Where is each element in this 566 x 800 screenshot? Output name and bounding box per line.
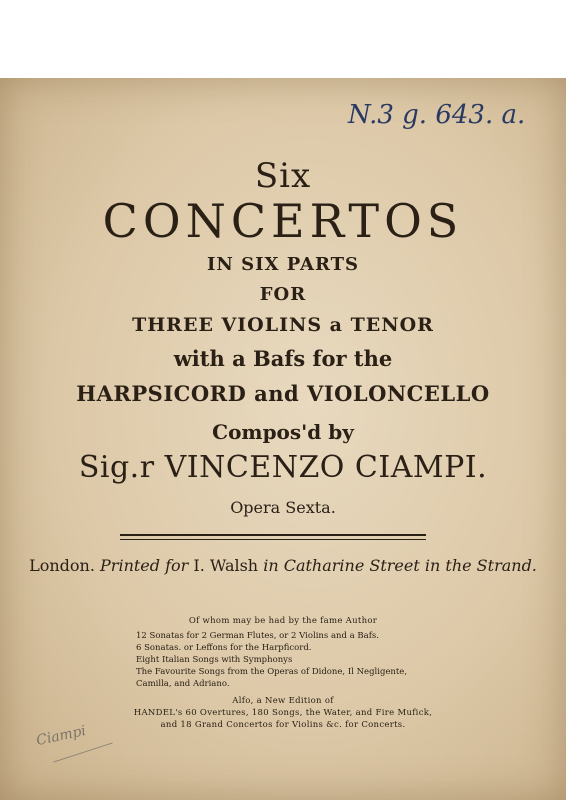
- title-three-violins: THREE VIOLINS a TENOR: [132, 314, 434, 336]
- pencil-annotation: Ciampi: [34, 722, 88, 750]
- catalogue-work: The Favourite Songs from the Operas of Didone, Il Negligente,: [136, 667, 408, 677]
- divider-rule-thin: [120, 539, 426, 540]
- catalogue-also: Alfo, a New Edition of: [232, 696, 334, 706]
- imprint-printer: I. Walsh: [193, 556, 259, 575]
- title-with-bass: with a Bafs for the: [173, 346, 393, 371]
- catalogue-work: 6 Sonatas. or Leffons for the Harpficord.: [136, 643, 312, 653]
- catalogue-mark: N.3 g. 643. a.: [348, 100, 526, 130]
- title-concertos: CONCERTOS: [102, 194, 464, 248]
- imprint-address: in Catharine Street in the Strand.: [263, 556, 537, 575]
- imprint-city: London.: [29, 556, 95, 575]
- catalogue-works: [136, 630, 466, 690]
- title-harpsicord: HARPSICORD and VIOLONCELLO: [76, 381, 490, 406]
- catalogue-grand-concertos: and 18 Grand Concertos for Violins &c. for Concerts.: [160, 720, 406, 730]
- divider-rule: [120, 534, 426, 536]
- title-for: FOR: [259, 284, 307, 305]
- catalogue-work: 12 Sonatas for 2 German Flutes, or 2 Violins and a Bafs.: [136, 631, 379, 641]
- opus-number: Opera Sexta.: [230, 498, 336, 517]
- pencil-underline: [53, 742, 112, 762]
- title-in-six-parts: IN SIX PARTS: [206, 254, 360, 275]
- catalogue-heading: Of whom may be had by the fame Author: [188, 616, 378, 626]
- imprint-printed-for: Printed for: [100, 556, 189, 575]
- title-composd-by: Compos'd by: [212, 420, 354, 444]
- imprint: [0, 556, 566, 575]
- composer-name: Sig.r VINCENZO CIAMPI.: [78, 450, 488, 485]
- title-six: Six: [254, 156, 312, 196]
- catalogue-work: Camilla, and Adriano.: [136, 679, 230, 689]
- title-page: [0, 78, 566, 800]
- catalogue-handel: HANDEL's 60 Overtures, 180 Songs, the Water, and Fire Mufick,: [133, 708, 433, 718]
- catalogue-work: Eight Italian Songs with Symphonys: [136, 655, 293, 665]
